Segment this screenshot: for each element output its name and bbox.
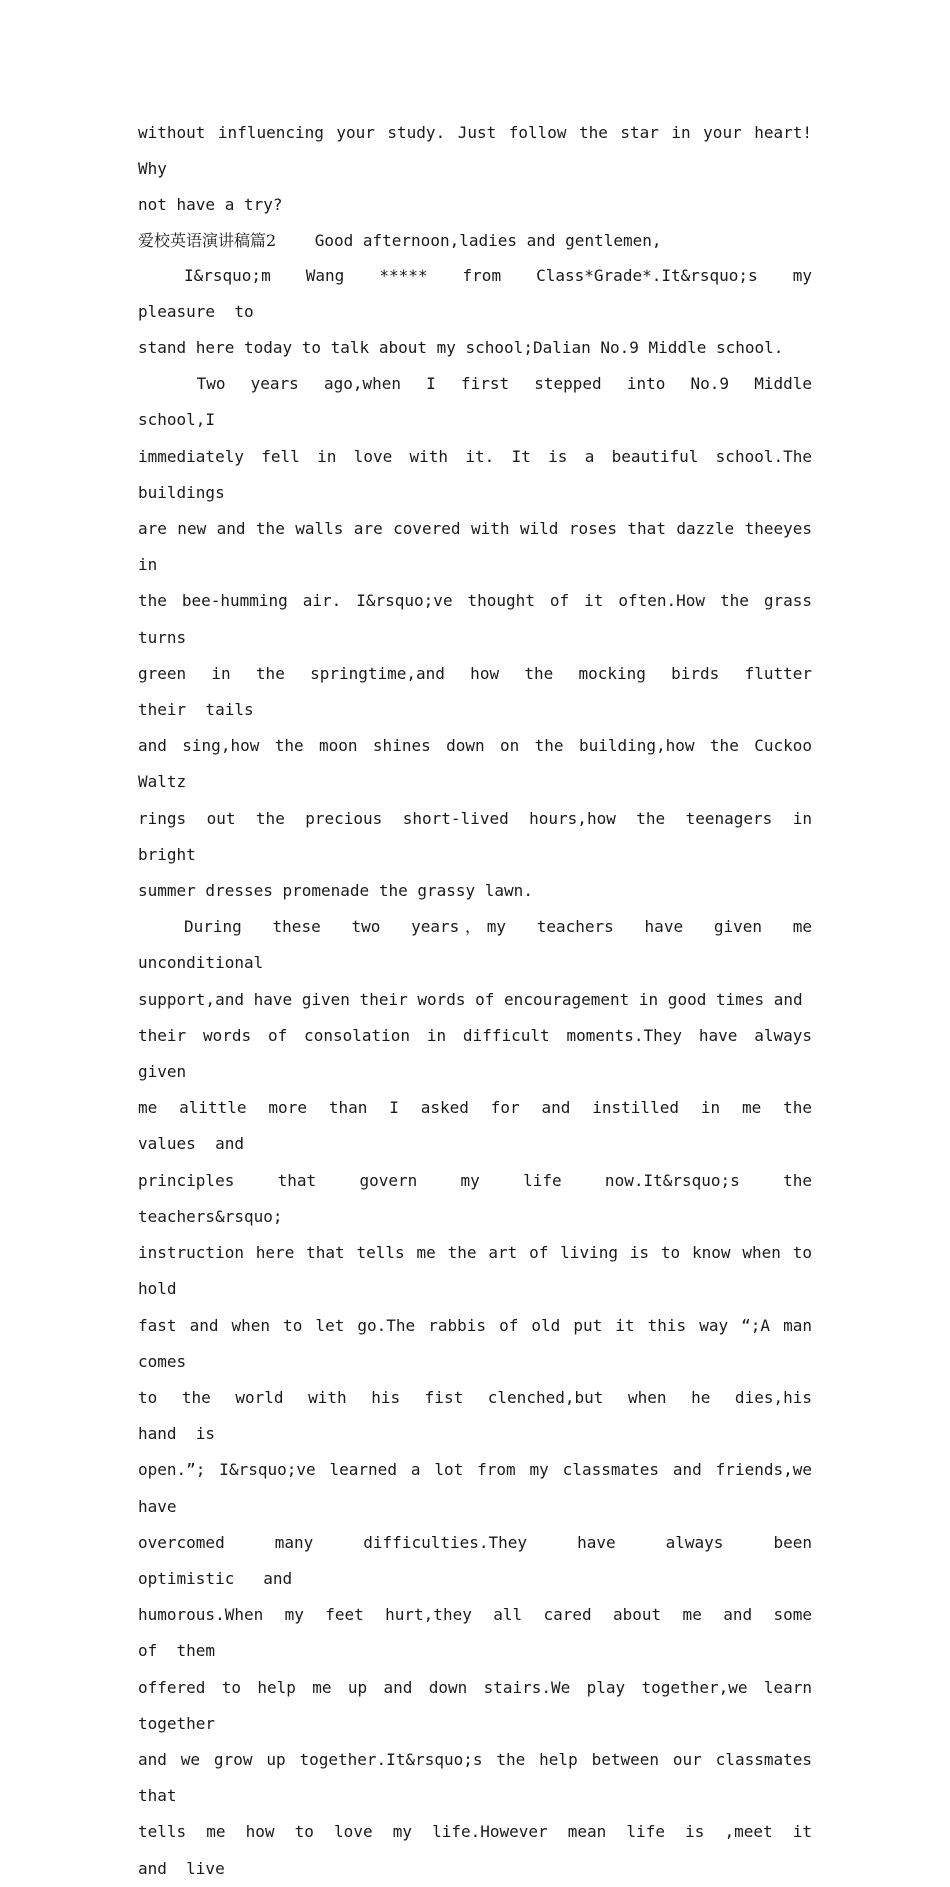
paragraph-line: are new and the walls are covered with wild roses that dazzle theeyes in bbox=[138, 519, 822, 575]
paragraph-line: principles that govern my life now.It&rsquo;s the teachers&rsquo; bbox=[138, 1170, 841, 1226]
paragraph-line: to the world with his fist clenched,but when he dies,his hand is bbox=[138, 1387, 832, 1444]
paragraph-line: and sing,how the moon shines down on the building,how the Cuckoo Waltz bbox=[138, 736, 822, 792]
intro-line: not have a try? bbox=[138, 195, 283, 215]
paragraph-3 bbox=[138, 909, 841, 1886]
paragraph-line: humorous.When my feet hurt,they all cared about me and some of them bbox=[138, 1605, 832, 1661]
paragraph-line: offered to help me up and down stairs.We play together,we learn together bbox=[138, 1677, 822, 1733]
paragraph-line: me alittle more than I asked for and instilled in me the values and bbox=[138, 1098, 832, 1154]
heading-greeting: Good afternoon,ladies and gentlemen, bbox=[276, 230, 662, 250]
paragraph-line: overcomed many difficulties.They have always been optimistic and bbox=[138, 1532, 841, 1588]
intro-block bbox=[138, 115, 822, 224]
paragraph-line: summer dresses promenade the grassy lawn. bbox=[138, 881, 533, 901]
paragraph-line: During these two years，my teachers have given me unconditional bbox=[138, 917, 832, 973]
intro-line: without influencing your study. Just follow the star in your heart! Why bbox=[138, 123, 822, 179]
paragraph-line: support,and have given their words of encouragement in good times and bbox=[138, 989, 803, 1009]
paragraph-line: I&rsquo;m Wang ***** from Class*Grade*.It&rsquo;s my pleasure to bbox=[138, 265, 832, 321]
document-page bbox=[138, 115, 841, 1887]
paragraph-line: rings out the precious short-lived hours,how the teenagers in bright bbox=[138, 808, 832, 864]
paragraph-1 bbox=[138, 258, 832, 367]
paragraph-line: green in the springtime,and how the mocking birds flutter their tails bbox=[138, 663, 832, 720]
paragraph-line: stand here today to talk about my school;Dalian No.9 Middle school. bbox=[138, 338, 784, 358]
heading-chinese: 爱校英语演讲稿篇2 bbox=[138, 230, 277, 250]
paragraph-line: tells me how to love my life.However mean life is ,meet it and live bbox=[138, 1822, 832, 1878]
paragraph-line: fast and when to let go.The rabbis of old put it this way “;A man comes bbox=[138, 1315, 822, 1371]
paragraph-2 bbox=[138, 366, 832, 909]
paragraph-line: their words of consolation in difficult moments.They have always given bbox=[138, 1025, 822, 1082]
paragraph-line: and we grow up together.It&rsquo;s the help between our classmates that bbox=[138, 1749, 822, 1806]
paragraph-line: immediately fell in love with it. It is a beautiful school.The buildings bbox=[138, 446, 822, 502]
section-heading bbox=[138, 224, 812, 258]
paragraph-line: open.”; I&rsquo;ve learned a lot from my classmates and friends,we have bbox=[138, 1460, 822, 1516]
paragraph-line: Two years ago,when I first stepped into No.9 Middle school,I bbox=[138, 374, 832, 430]
paragraph-line: instruction here that tells me the art of living is to know when to hold bbox=[138, 1243, 822, 1299]
paragraph-line: the bee-humming air. I&rsquo;ve thought of it often.How the grass turns bbox=[138, 591, 822, 647]
